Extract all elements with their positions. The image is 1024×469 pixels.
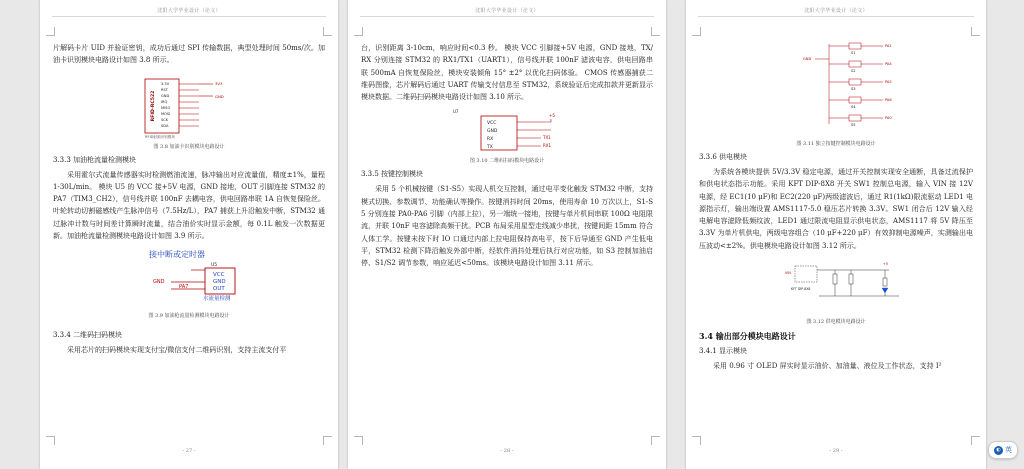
net-pa7: PA7 [179,284,189,291]
net-5v: +5 [549,113,555,119]
u5-pin-out: OUT [213,286,225,293]
page-body [699,34,973,372]
crop-mark [354,436,363,445]
page-27 [40,0,338,469]
u7-pin: RX [487,137,494,143]
rfid-pin: MISO [161,105,171,110]
u7-label: U7 [453,109,459,115]
flow-sensor-diagram [53,248,325,310]
paragraph: 采用霍尔式流量传感器实时检测燃油流速，脉冲输出对应流量值，精度±1%，量程 1-30L/min。 模块 U5 的 VCC 接+5V 电源，GND 接地，OUT 引脚连接 STM32 的 PA7（TIM3_CH2），信号线并联 100nF 去耦电容，供电回路串联 1A 自恢复保险丝。叶轮转动切割磁感线产生脉冲信号（7.5Hz/L），PA7 捕获上升沿触发中断，STM32 通过脉冲计数与时间差计算瞬时流量，结合油价实时显示金额，每 0.1L 触发一次数据更新。加油枪流量检测模块电路设计如图 3.9 所示。 [53,170,325,241]
paragraph: 采用芯片的扫码模块实现支付宝/微信支付二维码识别，支持主流支付平 [67,346,287,355]
key-module-diagram [699,34,973,138]
key-label: S2 [851,69,856,73]
out-label: +5 [883,262,888,267]
power-module-diagram [699,256,973,316]
figure-caption: 图 3.11 独立按键控制模块电路设计 [796,141,876,147]
u7-pin: TX [487,145,493,151]
page-body [53,42,325,357]
key-label: S3 [851,87,856,91]
paragraph: 采用 0.96 寸 OLED 屏实时显示油价、加油量、液位及工作状态，支持 I² [713,362,942,371]
figure-caption: 图 3.8 加油卡识别模块电路设计 [153,143,225,150]
crop-mark [46,436,55,445]
page-header: 沈阳大学毕业设计（论文） [157,8,221,14]
net-3v3: 3V3 [215,80,223,86]
section-heading: 3.3.3 加油枪流量检测模块 [53,155,137,164]
key-row [803,43,892,127]
u5-label: U5 [211,263,218,269]
net-tx1: TX1 [543,135,551,141]
section-heading: 3.3.4 二维码扫码模块 [53,331,123,340]
page-header: 沈阳大学毕业设计（论文） [804,8,868,14]
rfid-chip-label: RFID-RC522 [151,90,156,121]
crop-mark [651,27,660,36]
crop-mark [46,27,55,36]
page-number: - 29 - [829,448,843,454]
rfid-pin: SCK [161,117,169,122]
paragraph: 为系统各模块提供 5V/3.3V 稳定电源，通过开关控制实现安全通断，具备过流保护和供电状态指示功能。采用 KFT DIP-8X8 开关 SW1 控制总电源，输入 VIN 接 12V 电源，经 EC1(10 μF)和 EC2(220 μF)两级滤波后，通过 R1(1kΩ)限流驱动 LED1 电源指示灯，输出端设置 AMS1117-5.0 稳压芯片转换 3.3V。SW1 闭合后 12V 输入经电解电容滤除低频纹波，LED1 通过限流电阻显示供电状态，AMS1117 将 5V 降压至 3.3V 为单片机供电，两级电容组合（10 μF+220 μF）有效抑制电源噪声，实测输出电压波动<±2%。供电模块电路设计如图 3.12 所示。 [699,168,973,250]
page-number: - 27 - [182,448,196,454]
page-number: - 28 - [500,448,514,454]
section-heading: 3.3.6 供电模块 [699,153,748,161]
net-rx1: RX1 [543,143,552,149]
page-header: 沈阳大学毕业设计（论文） [475,8,539,14]
crop-mark [323,27,332,36]
u7-pin: GND [487,129,498,135]
u5-pin-vcc: VCC [213,272,225,279]
key-label: S5 [851,123,856,127]
crop-mark [692,436,701,445]
page-28 [348,0,666,469]
rfid-module-diagram [53,71,325,141]
net-gnd: GND [153,279,165,286]
header-rule [360,16,654,17]
rfid-pin: RST [161,87,168,92]
interrupt-timer-label: 接中断或定时器 [149,250,205,260]
figure-caption: 图 3.12 供电模块电路设计 [806,319,866,326]
translate-icon: ◐ [994,446,1003,455]
crop-mark [323,436,332,445]
header-rule [52,16,326,17]
key-net: PA6 [885,98,892,102]
paragraph: 台，识别距离 3-10cm，响应时间<0.3 秒。 模块 VCC 引脚接+5V 电源，GND 接地，TX/RX 分别连接 STM32 的 RX1/TX1（UART1），信号线并联 100nF 滤波电容，供电回路串联 500mA 自恢复保险丝，模块安装倾角 15° ±2° 以优化扫码体验。 CMOS 传感器捕获二维码图像，芯片解码后通过 UART 传输支付信息至 STM32，系统验证后完成扣款并更新显示模块数据。二维码扫码模块电路设计如图 3.10 所示。 [361,44,653,102]
gnd-label: GND [803,57,812,61]
section-heading: 3.3.5 按键控制模块 [361,170,424,179]
vin-label: VIN [785,271,791,276]
key-label: S4 [851,105,856,109]
figure-caption: 图 3.9 加油枪流量检测模块电路设计 [148,313,230,320]
rfid-pin: MOSI [161,111,171,116]
chapter-heading: 3.4 输出部分模块电路设计 [699,331,796,342]
switch-label: KFT DIP-8X8 [791,287,811,292]
crop-mark [651,436,660,445]
key-net: PA0 [885,116,892,120]
translate-label: 英 [1005,446,1012,454]
rfid-module-label: RFID射频识别模块 [145,134,175,139]
header-rule [698,16,974,17]
key-net: PA1 [885,44,892,48]
rfid-pin: GND [161,93,170,98]
paragraph: 采用 5 个机械按键（S1-S5）实现人机交互控制，通过电平变化触发 STM32 中断，支持模式切换、参数调节、功能确认等操作。按键消抖时间 20ms，使用寿命 10 万次以上，S1-S5 分别连接 PA0-PA6 引脚（内部上拉），另一端统一接地，按键与单片机间串联 100Ω 电阻限流，并联 10nF 电容滤除高频干扰。PCB 布局采用星型走线减少串扰，按键间距 15mm 符合人体工学。按键未按下时 IO 口通过内部上拉电阻保持高电平，按下后导通至 GND 产生低电平，STM32 检测下降沿触发外部中断，经软件消抖处理后执行对应功能，如 S3 控制加油启停、S1/S2 调节参数，响应延迟<50ms。该模块电路设计如图 3.11 所示。 [361,185,653,268]
rfid-pin: IRQ [161,99,168,104]
figure-caption: 图 3.10 二维码扫码模块电路设计 [469,158,545,165]
page-body [361,42,653,270]
net-gnd: GND [215,93,224,99]
translate-button[interactable] [988,441,1018,459]
paragraph: 片解码卡片 UID 并验证密钥，成功后通过 SPI 传输数据，典型处理时间 50ms/次。加油卡识别模块电路设计如图 3.8 所示。 [53,44,325,65]
rfid-pin: SDA [161,123,169,128]
crop-mark [971,436,980,445]
key-net: PA4 [885,62,892,66]
flow-detect-label: 水流量检测 [203,296,231,303]
u7-pin: VCC [487,121,497,127]
page-29 [686,0,986,469]
section-heading: 3.4.1 显示模块 [699,347,748,356]
crop-mark [354,27,363,36]
rfid-pin: 3.3V [161,81,170,86]
qr-module-diagram [361,107,653,155]
key-net: PA5 [885,80,892,84]
u5-pin-gnd: GND [213,279,226,286]
key-label: S1 [851,51,856,55]
